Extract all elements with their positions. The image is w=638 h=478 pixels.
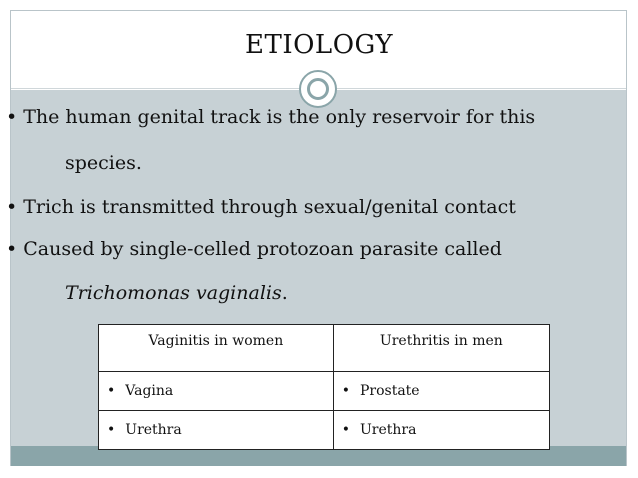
table-header-cell: Urethritis in men (333, 325, 549, 372)
ring-ornament-inner (307, 78, 329, 100)
table-cell (99, 411, 334, 450)
cell-text: Prostate (359, 383, 420, 399)
ring-ornament-icon (299, 70, 337, 108)
table-row (99, 372, 550, 411)
table-cell (99, 372, 334, 411)
bullet-item-continuation (65, 152, 142, 174)
cell-bullet: • (341, 422, 350, 438)
bullet-item (6, 106, 535, 128)
bullet-item-continuation (65, 282, 288, 304)
cell-text: Urethra (359, 422, 417, 438)
table-header-cell: Vaginitis in women (99, 325, 334, 372)
comparison-table (98, 324, 550, 450)
bullet-suffix: . (281, 282, 288, 304)
cell-text: Urethra (125, 422, 182, 438)
bullet-marker: • (6, 238, 18, 260)
bullet-text: The human genital track is the only reservoir for this (23, 106, 536, 128)
bullet-item (6, 196, 516, 218)
bullet-marker: • (6, 196, 18, 218)
cell-text: Vagina (125, 383, 174, 399)
table-cell (333, 372, 549, 411)
slide-title: ETIOLOGY (245, 30, 393, 60)
table-header-row (99, 325, 550, 372)
bullet-text: Caused by single-celled protozoan parasite called (23, 238, 502, 260)
species-name: Trichomonas vaginalis (65, 282, 282, 304)
bullet-item (6, 238, 502, 260)
cell-bullet: • (107, 383, 116, 399)
bullet-text: species. (65, 152, 142, 174)
cell-bullet: • (341, 383, 350, 399)
bullet-marker: • (6, 106, 18, 128)
bullet-text: Trich is transmitted through sexual/genital contact (23, 196, 516, 218)
cell-bullet: • (107, 422, 116, 438)
table-row (99, 411, 550, 450)
table-cell (333, 411, 549, 450)
